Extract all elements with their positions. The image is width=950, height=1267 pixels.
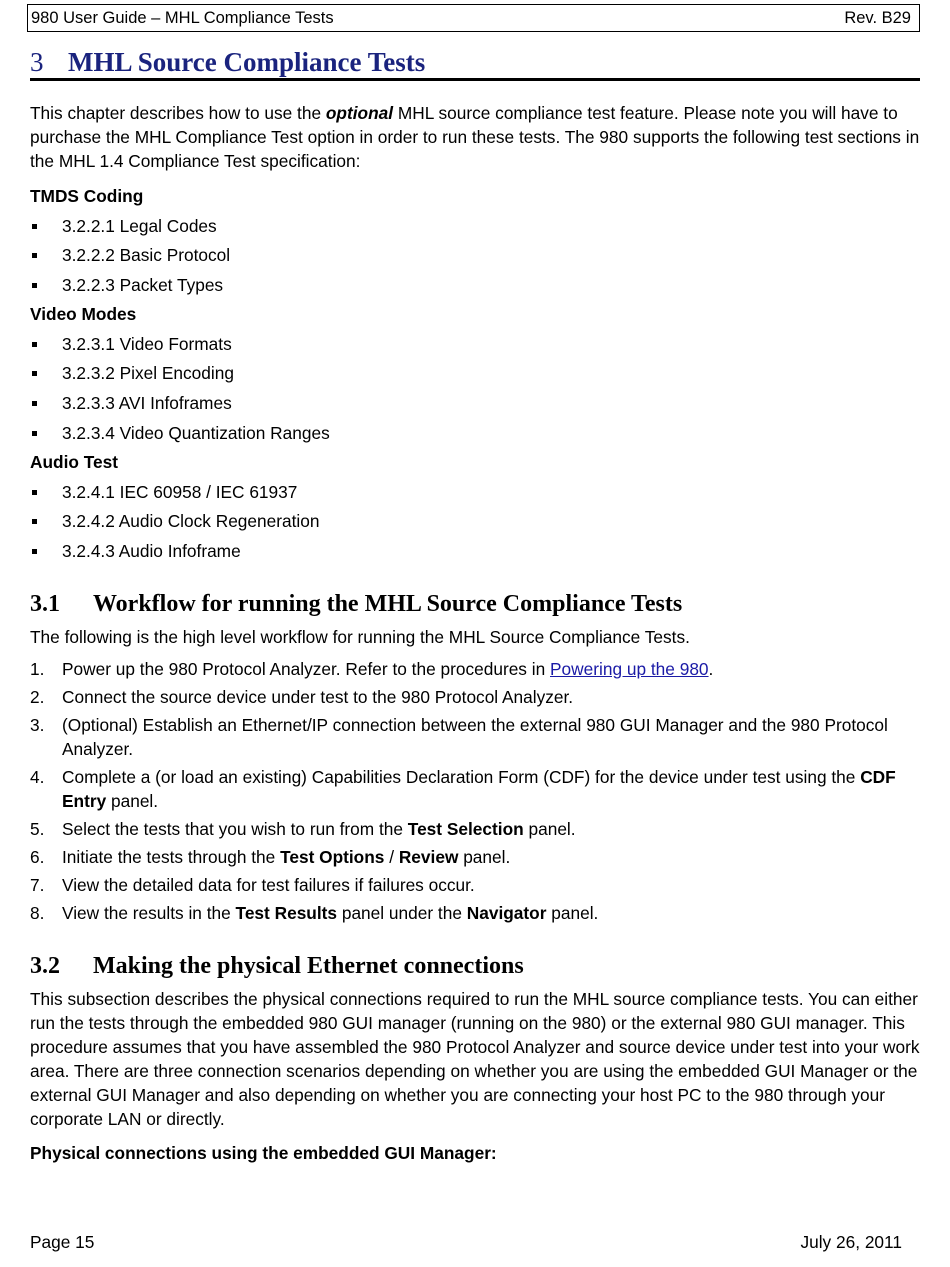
page-content [30, 46, 920, 1165]
section-title: Workflow for running the MHL Source Compliance Tests [93, 590, 683, 617]
step-text-mid: / [384, 846, 399, 867]
test-group-audio [30, 450, 920, 563]
step-text-end: panel. [523, 818, 576, 839]
test-group-label: Audio Test [30, 451, 119, 472]
chapter-title: MHL Source Compliance Tests [68, 47, 426, 77]
intro-paragraph [30, 101, 920, 173]
embedded-gui-subheading: Physical connections using the embedded GUI Manager: [30, 1142, 497, 1163]
step-text: (Optional) Establish an Ethernet/IP connection between the external 980 GUI Manager and the 980 Protocol Analyzer. [62, 714, 888, 759]
section-number: 3.2 [30, 952, 60, 979]
step-number: 6. [30, 846, 45, 867]
step-number: 3. [30, 714, 45, 735]
workflow-lead: The following is the high level workflow for running the MHL Source Compliance Tests. [30, 626, 690, 647]
list-item: 3.2.2.1 Legal Codes [30, 214, 920, 238]
list-item: 3.2.2.3 Packet Types [30, 273, 920, 297]
workflow-step [30, 901, 920, 925]
header-revision: Rev. B29 [844, 9, 911, 27]
workflow-step [30, 873, 920, 897]
section-title: Making the physical Ethernet connections [93, 952, 524, 979]
test-group-label: TMDS Coding [30, 186, 144, 206]
step-text-end: . [708, 658, 714, 679]
step-text: View the detailed data for test failures if failures occur. [62, 874, 475, 895]
intro-text-before: This chapter describes how to use the [30, 103, 326, 123]
workflow-step [30, 685, 920, 709]
list-item: 3.2.3.2 Pixel Encoding [30, 361, 920, 385]
section-heading-3-2 [30, 951, 920, 981]
page-date: July 26, 2011 [800, 1232, 902, 1252]
ethernet-paragraph: This subsection describes the physical connections required to run the MHL source compliance tests. You can either run the tests through the embedded 980 GUI manager (running on the 980) or the external 980 GUI manager. This procedure assumes that you have assembled the 980 Protocol Analyzer and source device under test into your work area. There are three connection scenarios depending on whether you are using the embedded GUI Manager or the external GUI Manager and also depending on whether you are connecting your host PC to the 980 through your corporate LAN or directly. [30, 988, 920, 1129]
list-item: 3.2.4.2 Audio Clock Regeneration [30, 509, 920, 533]
step-number: 2. [30, 686, 45, 707]
step-text: Complete a (or load an existing) Capabilities Declaration Form (CDF) for the device under test using the [62, 766, 861, 787]
panel-name: Test Results [235, 902, 338, 923]
step-text: Power up the 980 Protocol Analyzer. Refer to the procedures in [62, 658, 551, 679]
step-number: 4. [30, 766, 45, 787]
list-item: 3.2.4.1 IEC 60958 / IEC 61937 [30, 480, 920, 504]
chapter-number: 3 [30, 47, 44, 77]
list-item: 3.2.4.3 Audio Infoframe [30, 539, 920, 563]
step-number: 8. [30, 902, 45, 923]
running-header [27, 4, 920, 32]
list-item: 3.2.3.1 Video Formats [30, 332, 920, 356]
workflow-step [30, 817, 920, 841]
panel-name: Test Selection [407, 818, 524, 839]
workflow-step [30, 713, 920, 761]
list-item: 3.2.3.4 Video Quantization Ranges [30, 421, 920, 445]
list-item: 3.2.2.2 Basic Protocol [30, 243, 920, 267]
test-group-label: Video Modes [30, 304, 137, 325]
workflow-step [30, 765, 920, 813]
test-group-tmds [30, 184, 920, 297]
step-text: Connect the source device under test to the 980 Protocol Analyzer. [62, 686, 574, 707]
panel-name: Test Options [280, 846, 385, 867]
step-text: View the results in the [62, 902, 236, 923]
intro-text-after: MHL source compliance test feature. Please note you will have to purchase the MHL Compliance Test option in order to run these tests. The 980 supports the following test sections in the MHL 1.4 Compliance Test specification: [30, 103, 920, 171]
powering-up-link[interactable]: Powering up the 980 [550, 658, 709, 679]
list-item: 3.2.3.3 AVI Infoframes [30, 391, 920, 415]
step-text: Select the tests that you wish to run from the [62, 818, 408, 839]
panel-name: Review [398, 846, 459, 867]
section-number: 3.1 [30, 590, 60, 617]
panel-name: Navigator [466, 902, 547, 923]
workflow-step [30, 657, 920, 681]
page-number: Page 15 [30, 1232, 95, 1252]
workflow-step [30, 845, 920, 869]
intro-emphasis: optional [325, 103, 394, 123]
chapter-heading [30, 46, 920, 81]
panel-name: CDF Entry [62, 766, 896, 811]
step-text-end: panel. [546, 902, 599, 923]
step-text-end: panel. [106, 790, 159, 811]
header-title: 980 User Guide – MHL Compliance Tests [31, 9, 334, 27]
step-text: Initiate the tests through the [62, 846, 281, 867]
section-heading-3-1 [30, 589, 920, 619]
workflow-steps [30, 657, 920, 925]
step-number: 7. [30, 874, 45, 895]
step-text-end: panel. [458, 846, 511, 867]
step-text-mid: panel under the [337, 902, 467, 923]
step-number: 5. [30, 818, 45, 839]
step-number: 1. [30, 658, 45, 679]
test-group-video [30, 302, 920, 445]
